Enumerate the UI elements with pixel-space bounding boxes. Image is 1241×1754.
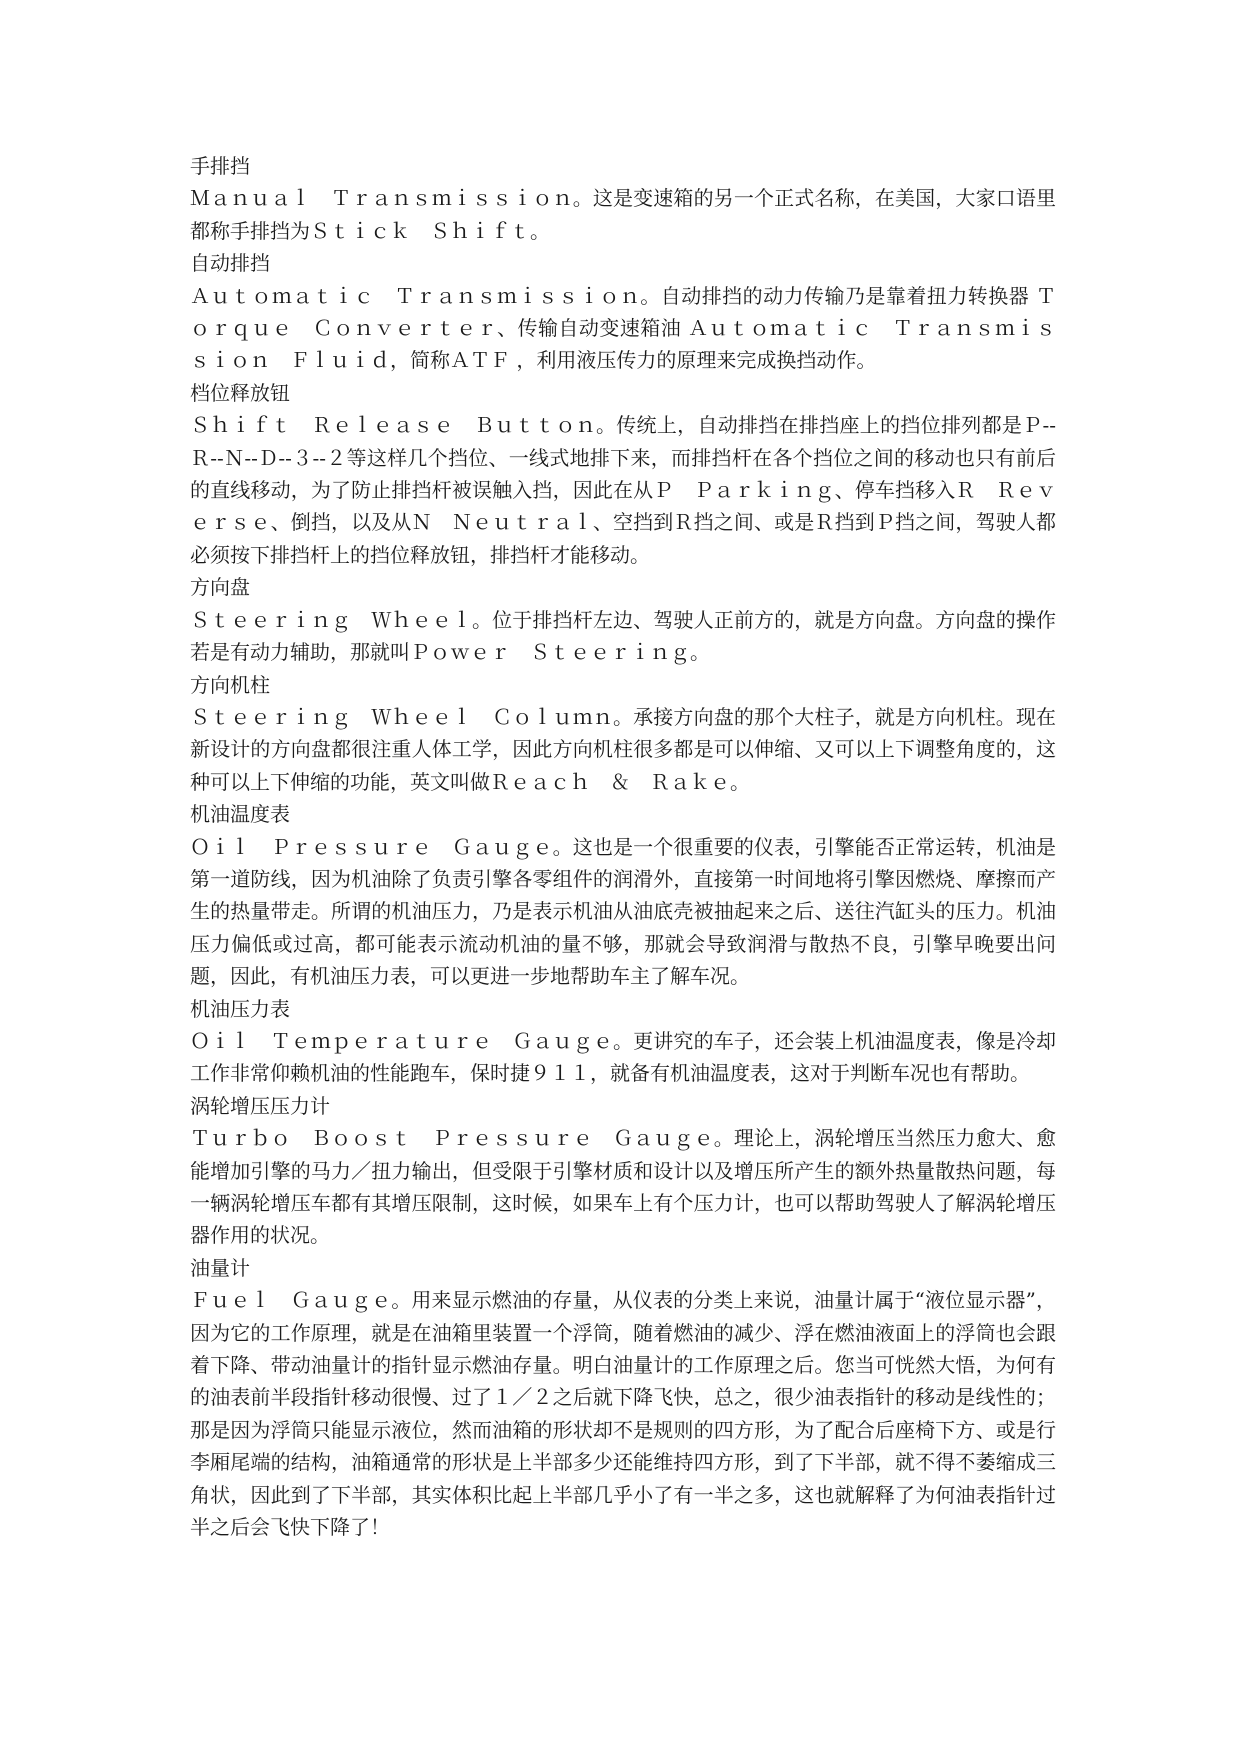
entry-body: Ｓｈｉｆｔ Ｒｅｌｅａｓｅ Ｂｕｔｔｏｎ。传统上，自动排挡在排挡座上的挡位排列都是Ｐ--Ｒ--Ｎ--Ｄ--３--２等这样几个挡位、一线式地排下来，而排挡杆在各个挡位之间的移动也只有前后的直线移动，为了防止排挡杆被误触入挡，因此在从Ｐ Ｐａｒｋｉｎｇ、停车挡移入Ｒ Ｒｅｖｅｒｓｅ、倒挡，以及从Ｎ Ｎｅｕｔｒａｌ、空挡到Ｒ挡之间、或是Ｒ挡到Ｐ挡之间，驾驶人都必须按下排挡杆上的挡位释放钮，排挡杆才能移动。 <box>190 413 1056 567</box>
entry-steering-wheel <box>190 571 1056 668</box>
entry-body: Ｔｕｒｂｏ Ｂｏｏｓｔ Ｐｒｅｓｓｕｒｅ Ｇａｕｇｅ。理论上，涡轮增压当然压力愈大、愈能增加引擎的马力／扭力输出，但受限于引擎材质和设计以及增压所产生的额外热量散热问题，每一辆涡轮增压车都有其增压限制，这时候，如果车上有个压力计，也可以帮助驾驶人了解涡轮增压器作用的状况。 <box>190 1126 1056 1248</box>
entry-heading: 档位释放钮 <box>190 380 290 405</box>
entry-heading: 自动排挡 <box>190 251 270 276</box>
entry-turbo-boost-gauge <box>190 1090 1056 1252</box>
entry-heading: 方向机柱 <box>190 672 270 697</box>
entry-body: Ｓｔｅｅｒｉｎｇ Ｗｈｅｅｌ Ｃｏｌｕｍｎ。承接方向盘的那个大柱子，就是方向机柱。现在新设计的方向盘都很注重人体工学，因此方向机柱很多都是可以伸缩、又可以上下调整角度的，这种可以上下伸缩的功能，英文叫做Ｒｅａｃｈ ＆ Ｒａｋｅ。 <box>190 704 1056 794</box>
entry-heading: 手排挡 <box>190 154 250 178</box>
entry-heading: 涡轮增压压力计 <box>190 1093 330 1118</box>
entry-body: Ｏｉｌ Ｔｅｍｐｅｒａｔｕｒｅ Ｇａｕｇｅ。更讲究的车子，还会装上机油温度表，像是冷却工作非常仰赖机油的性能跑车，保时捷９１１，就备有机油温度表，这对于判断车况也有帮助。 <box>190 1028 1056 1086</box>
entry-body: Ｏｉｌ Ｐｒｅｓｓｕｒｅ Ｇａｕｇｅ。这也是一个很重要的仪表，引擎能否正常运转，机油是第一道防线，因为机油除了负责引擎各零组件的润滑外，直接第一时间地将引擎因燃烧、摩擦而产生的热量带走。所谓的机油压力，乃是表示机油从油底壳被抽起来之后、送往汽缸头的压力。机油压力偏低或过高，都可能表示流动机油的量不够，那就会导致润滑与散热不良，引擎早晚要出问题，因此，有机油压力表，可以更进一步地帮助车主了解车况。 <box>190 834 1056 989</box>
entry-shift-release-button <box>190 377 1056 571</box>
entry-automatic-transmission <box>190 247 1056 377</box>
entry-oil-temperature-gauge <box>190 993 1056 1090</box>
entry-fuel-gauge <box>190 1252 1056 1544</box>
entry-heading: 机油温度表 <box>190 802 290 827</box>
entry-body: Ｍａｎｕａｌ Ｔｒａｎｓｍｉｓｓｉｏｎ。这是变速箱的另一个正式名称，在美国，大家口语里都称手排挡为Ｓｔｉｃｋ Ｓｈｉｆｔ。 <box>190 186 1056 243</box>
document-page <box>190 150 1056 1543</box>
entry-heading: 油量计 <box>190 1255 250 1280</box>
entry-steering-column <box>190 669 1056 799</box>
entry-body: Ａｕｔｏｍａｔｉｃ Ｔｒａｎｓｍｉｓｓｉｏｎ。自动排挡的动力传输乃是靠着扭力转换器 Ｔｏｒｑｕｅ Ｃｏｎｖｅｒｔｅｒ、传输自动变速箱油 Ａｕｔｏｍａｔｉｃ Ｔｒａｎｓｍｉｓｓｉｏｎ Ｆｌｕｉｄ，简称ＡＴＦ ，利用液压传力的原理来完成换挡动作。 <box>190 283 1056 373</box>
entry-heading: 机油压力表 <box>190 996 290 1021</box>
entry-oil-pressure-gauge <box>190 798 1056 992</box>
entry-body: Ｓｔｅｅｒｉｎｇ Ｗｈｅｅｌ。位于排挡杆左边、驾驶人正前方的，就是方向盘。方向盘的操作若是有动力辅助，那就叫Ｐｏｗｅｒ Ｓｔｅｅｒｉｎｇ。 <box>190 607 1056 665</box>
entry-manual-transmission <box>190 150 1056 247</box>
entry-body: Ｆｕｅｌ Ｇａｕｇｅ。用来显示燃油的存量，从仪表的分类上来说，油量计属于“液位显示器”，因为它的工作原理，就是在油箱里装置一个浮筒，随着燃油的减少、浮在燃油液面上的浮筒也会跟着下降、带动油量计的指针显示燃油存量。明白油量计的工作原理之后。您当可恍然大悟，为何有的油表前半段指针移动很慢、过了１／２之后就下降飞快，总之，很少油表指针的移动是线性的；那是因为浮筒只能显示液位，然而油箱的形状却不是规则的四方形，为了配合后座椅下方、或是行李厢尾端的结构，油箱通常的形状是上半部多少还能维持四方形，到了下半部，就不得不萎缩成三角状，因此到了下半部，其实体积比起上半部几乎小了有一半之多，这也就解释了为何油表指针过半之后会飞快下降了！ <box>190 1288 1056 1540</box>
entry-heading: 方向盘 <box>190 575 250 600</box>
